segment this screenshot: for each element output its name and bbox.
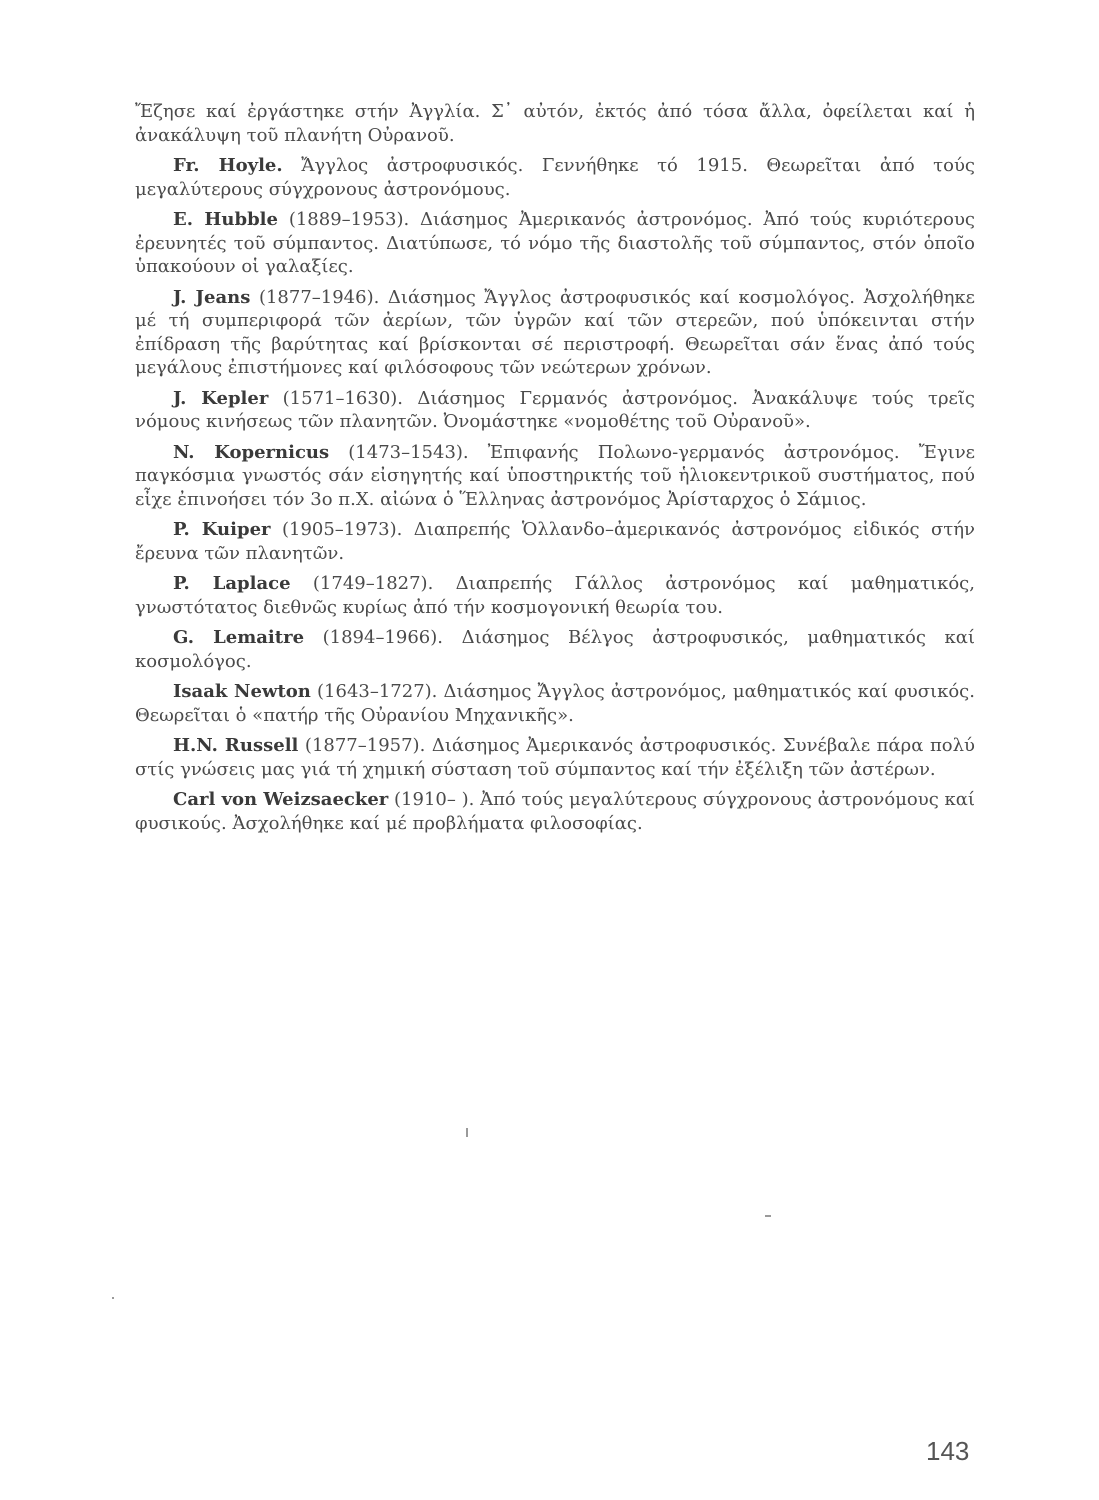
page-number: 143 bbox=[926, 1436, 970, 1466]
entry-name: Fr. Hoyle. bbox=[173, 155, 283, 176]
entry-name: N. Kopernicus bbox=[173, 441, 330, 463]
entry-lemaitre bbox=[135, 626, 975, 673]
entry-newton bbox=[135, 680, 975, 727]
entry-kopernicus bbox=[135, 441, 975, 512]
entry-name: J. Jeans bbox=[173, 286, 251, 308]
scan-speck bbox=[112, 1297, 114, 1299]
entry-name: P. Kuiper bbox=[173, 519, 271, 540]
scan-speck bbox=[765, 1215, 771, 1217]
entry-text: (1910– ). Ἀπό τούς μεγαλύτερους σύγχρονους ἀστρονόμους καί φυσικούς. Ἀσχολήθηκε καί μέ προβλήματα φιλοσοφίας. bbox=[135, 789, 975, 834]
entry-kepler bbox=[135, 387, 975, 434]
page-body bbox=[135, 100, 975, 842]
entry-jeans bbox=[135, 286, 975, 380]
entry-text: (1877–1946). Διάσημος Ἄγγλος ἀστροφυσικός καί κοσμολόγος. Ἀσχολήθηκε μέ τή συμπεριφορά τῶν ἀερίων, τῶν ὑγρῶν καί τῶν στερεῶν, πού ὑπόκεινται στήν ἐπίδραση τῆς βαρύτητας καί βρίσκονται σέ περιστροφή. Θεωρεῖται σάν ἕνας ἀπό τούς μεγάλους ἐπιστήμονες καί φιλόσοφους τῶν νεώτερων χρόνων. bbox=[135, 286, 975, 378]
entry-name: J. Kepler bbox=[173, 387, 269, 409]
scan-speck bbox=[466, 1128, 468, 1137]
entry-russell bbox=[135, 734, 975, 781]
entry-text: (1905–1973). Διαπρεπής Ὁλλανδο–ἀμερικανός ἀστρονόμος εἰδικός στήν ἔρευνα τῶν πλανητῶν. bbox=[135, 519, 975, 564]
entry-text: (1643–1727). Διάσημος Ἄγγλος ἀστρονόμος, μαθηματικός καί φυσικός. Θεωρεῖται ὁ «πατήρ τῆς Οὐρανίου Μηχανικῆς». bbox=[135, 681, 975, 726]
entry-name: H.N. Russell bbox=[173, 735, 299, 756]
entry-laplace bbox=[135, 572, 975, 619]
entry-text: (1749–1827). Διαπρεπής Γάλλος ἀστρονόμος καί μαθηματικός, γνωστότατος διεθνῶς κυρίως ἀπό τήν κοσμογονική θεωρία του. bbox=[135, 573, 975, 618]
entry-text: Ἄγγλος ἀστροφυσικός. Γεννήθηκε τό 1915. Θεωρεῖται ἀπό τούς μεγαλύτερους σύγχρονους ἀστρονόμους. bbox=[135, 155, 975, 200]
entry-text: (1571–1630). Διάσημος Γερμανός ἀστρονόμος. Ἀνακάλυψε τούς τρεῖς νόμους κινήσεως τῶν πλανητῶν. Ὀνομάστηκε «νομοθέτης τοῦ Οὐρανοῦ». bbox=[135, 387, 975, 432]
entry-hubble bbox=[135, 208, 975, 279]
entry-name: P. Laplace bbox=[173, 573, 291, 594]
entry-name: Carl von Weizsaecker bbox=[173, 789, 389, 810]
entry-name: Isaak Newton bbox=[173, 681, 311, 702]
entry-name: E. Hubble bbox=[173, 209, 278, 230]
entry-kuiper bbox=[135, 518, 975, 565]
entry-continuation bbox=[135, 100, 975, 147]
entry-hoyle bbox=[135, 154, 975, 201]
entry-text: Ἔζησε καί ἐργάστηκε στήν Ἀγγλία. Σ᾽ αὐτόν, ἐκτός ἀπό τόσα ἄλλα, ὀφείλεται καί ἡ ἀνακάλυψη τοῦ πλανήτη Οὐρανοῦ. bbox=[135, 101, 975, 146]
entry-text: (1473–1543). Ἐπιφανής Πολωνο-γερμανός ἀστρονόμος. Ἔγινε παγκόσμια γνωστός σάν εἰσηγητής καί ὑποστηρικτής τοῦ ἡλιοκεντρικοῦ συστήματος, πού εἶχε ἐπινοήσει τόν 3ο π.Χ. αἰώνα ὁ Ἕλληνας ἀστρονόμος Ἀρίσταρχος ὁ Σάμιος. bbox=[135, 441, 975, 510]
entry-weizsaecker bbox=[135, 788, 975, 835]
entry-text: (1877–1957). Διάσημος Ἀμερικανός ἀστροφυσικός. Συνέβαλε πάρα πολύ στίς γνώσεις μας γιά τή χημική σύσταση τοῦ σύμπαντος καί τήν ἐξέλιξη τῶν ἀστέρων. bbox=[135, 735, 975, 780]
entry-text: (1889–1953). Διάσημος Ἀμερικανός ἀστρονόμος. Ἀπό τούς κυριότερους ἐρευνητές τοῦ σύμπαντος. Διατύπωσε, τό νόμο τῆς διαστολῆς τοῦ σύμπαντος, στόν ὁποῖο ὑπακούουν οἱ γαλαξίες. bbox=[135, 209, 975, 277]
entry-text: (1894–1966). Διάσημος Βέλγος ἀστροφυσικός, μαθηματικός καί κοσμολόγος. bbox=[135, 627, 975, 672]
entry-name: G. Lemaitre bbox=[173, 627, 305, 648]
